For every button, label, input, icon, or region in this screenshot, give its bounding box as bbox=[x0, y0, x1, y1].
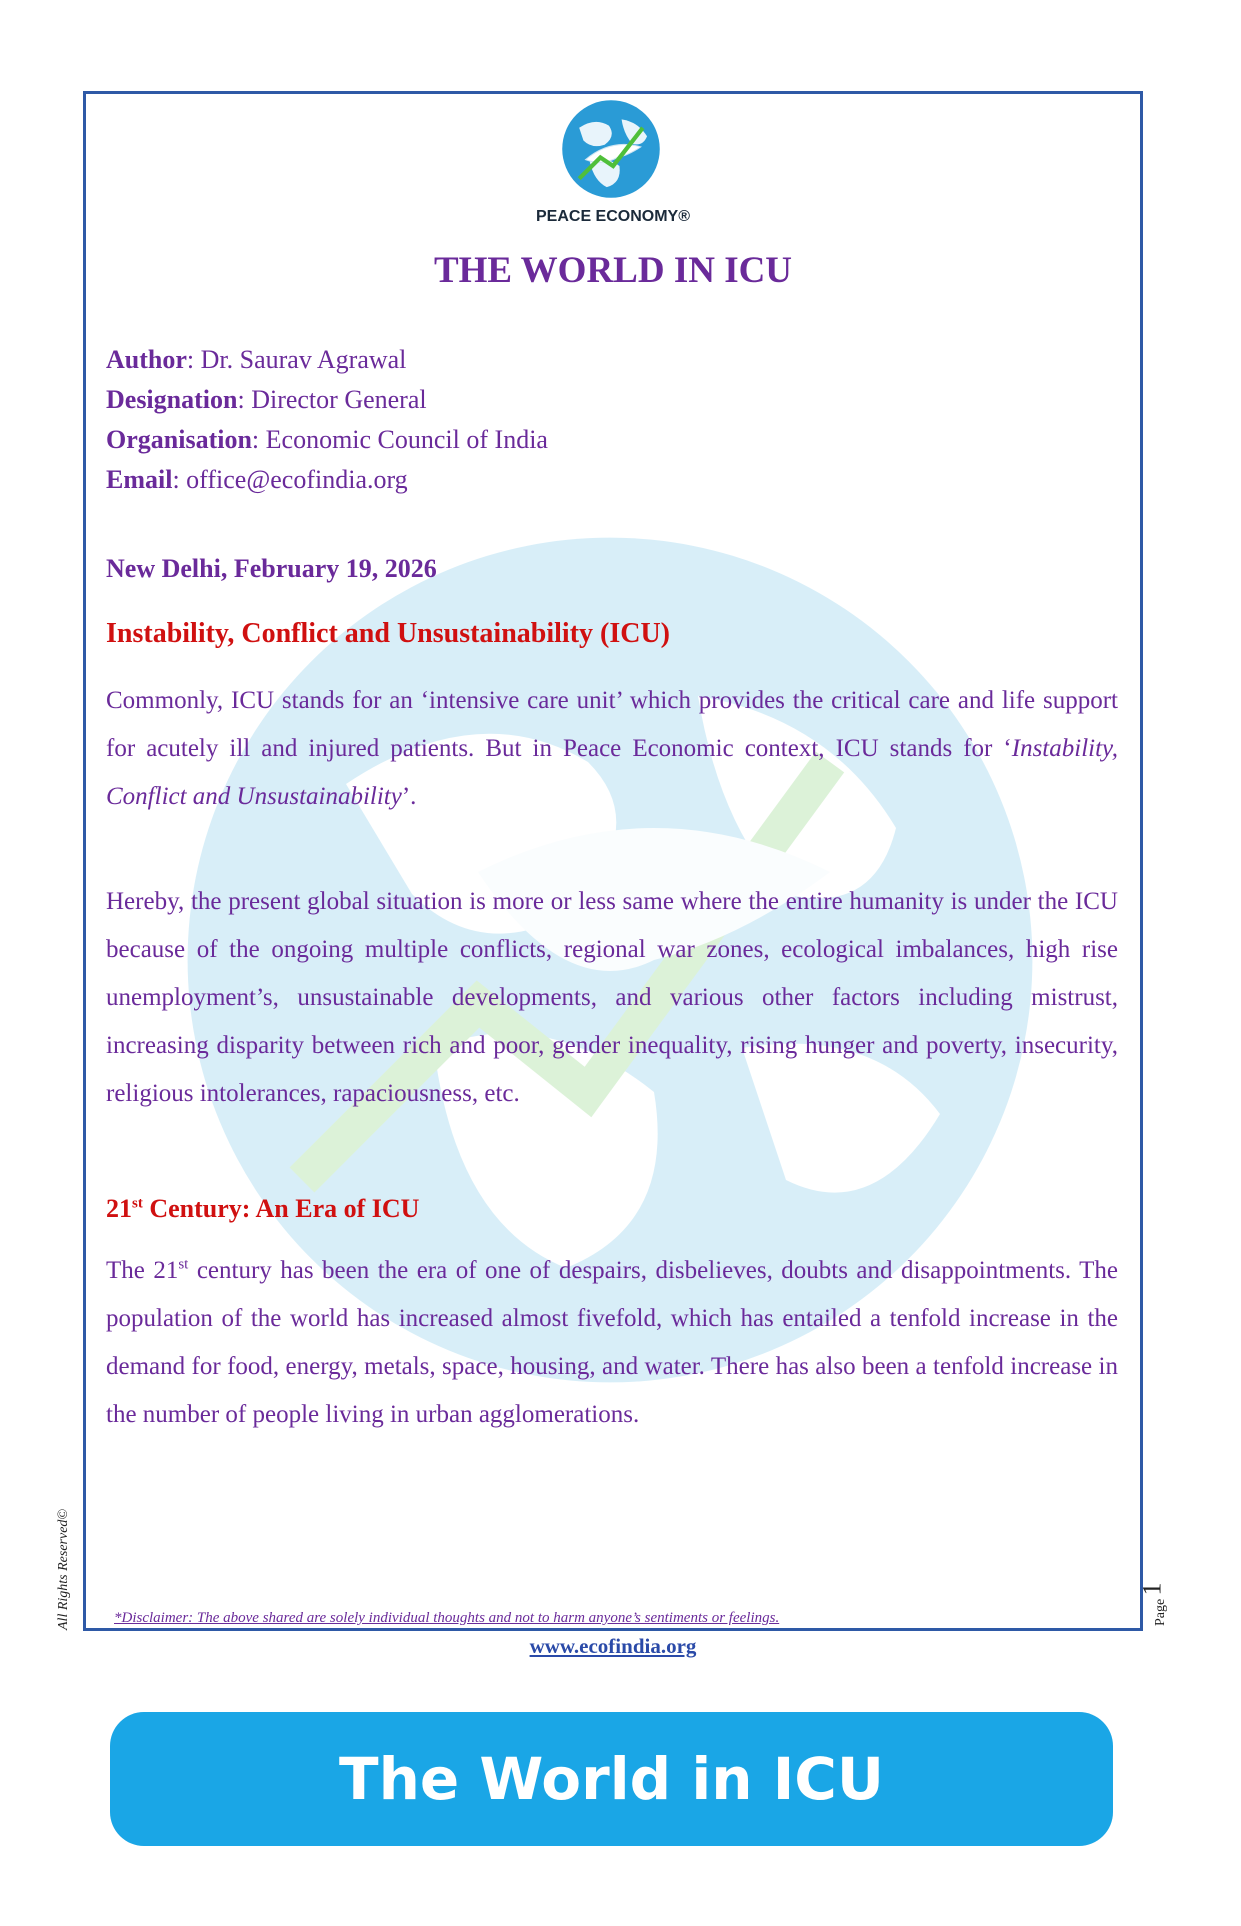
meta-value: : Economic Council of India bbox=[251, 425, 548, 454]
section-heading-icu: Instability, Conflict and Unsustainability (ICU) bbox=[106, 618, 671, 649]
meta-label: Author bbox=[106, 345, 187, 374]
meta-email bbox=[106, 460, 1106, 500]
paragraph-21st-century bbox=[106, 1247, 1118, 1439]
meta-value: : Dr. Saurav Agrawal bbox=[186, 345, 407, 374]
rights-notice: All Rights Reserved© bbox=[56, 1508, 71, 1630]
heading-text: 21 bbox=[106, 1194, 132, 1223]
meta-organisation bbox=[106, 420, 1106, 460]
paragraph-italic: Instability, Conflict and Unsustainability bbox=[106, 735, 1118, 810]
paragraph-text: Commonly, ICU stands for an ‘intensive care unit’ which provides the critical care and life support for acutely ill and injured patients. But in Peace Economic context, ICU stands for ‘ bbox=[106, 687, 1118, 762]
paragraph-text: ’. bbox=[401, 783, 417, 810]
meta-label: Organisation bbox=[106, 425, 252, 454]
website-link[interactable]: www.ecofindia.org bbox=[529, 1634, 697, 1658]
brand-name: PEACE ECONOMY® bbox=[535, 208, 691, 225]
page-title: THE WORLD IN ICU bbox=[433, 250, 793, 291]
meta-label: Designation bbox=[106, 385, 238, 414]
dateline: New Delhi, February 19, 2026 bbox=[106, 554, 437, 583]
heading-text: Century: An Era of ICU bbox=[142, 1194, 420, 1223]
paragraph-intro bbox=[106, 677, 1118, 821]
page-number: 1 bbox=[1137, 1582, 1167, 1596]
meta-value: : office@ecofindia.org bbox=[172, 465, 408, 494]
paragraph-superscript: st bbox=[178, 1256, 189, 1273]
peace-globe-logo-icon bbox=[558, 96, 664, 202]
meta-value: : Director General bbox=[237, 385, 427, 414]
author-meta bbox=[106, 340, 1106, 500]
meta-author bbox=[106, 340, 1106, 380]
section-heading-21st-century bbox=[106, 1194, 419, 1224]
meta-label: Email bbox=[106, 465, 173, 494]
paragraph-text: The 21 bbox=[106, 1257, 179, 1284]
disclaimer: *Disclaimer: The above shared are solely individual thoughts and not to harm anyone’s sentiments or feelings. bbox=[114, 1610, 780, 1626]
title-banner[interactable] bbox=[110, 1712, 1113, 1846]
paragraph-text: century has been the era of one of despairs, disbelieves, doubts and disappointments. The population of the world has increased almost fivefold, which has entailed a tenfold increase in the demand for food, energy, metals, space, housing, and water. There has also been a tenfold increase in the number of people living in urban agglomerations. bbox=[106, 1257, 1119, 1428]
page-label: Page bbox=[1153, 1598, 1168, 1626]
banner-title: The World in ICU bbox=[339, 1745, 884, 1813]
heading-superscript: st bbox=[132, 1195, 143, 1212]
meta-designation bbox=[106, 380, 1106, 420]
paragraph-global-situation: Hereby, the present global situation is more or less same where the entire humanity is under the ICU because of the ongoing multiple conflicts, regional war zones, ecological imbalances, high rise unemployment’s, unsustainable developments, and various other factors including mistrust, increasing disparity between rich and poor, gender inequality, rising hunger and poverty, insecurity, religious intolerances, rapaciousness, etc. bbox=[106, 888, 1118, 1107]
